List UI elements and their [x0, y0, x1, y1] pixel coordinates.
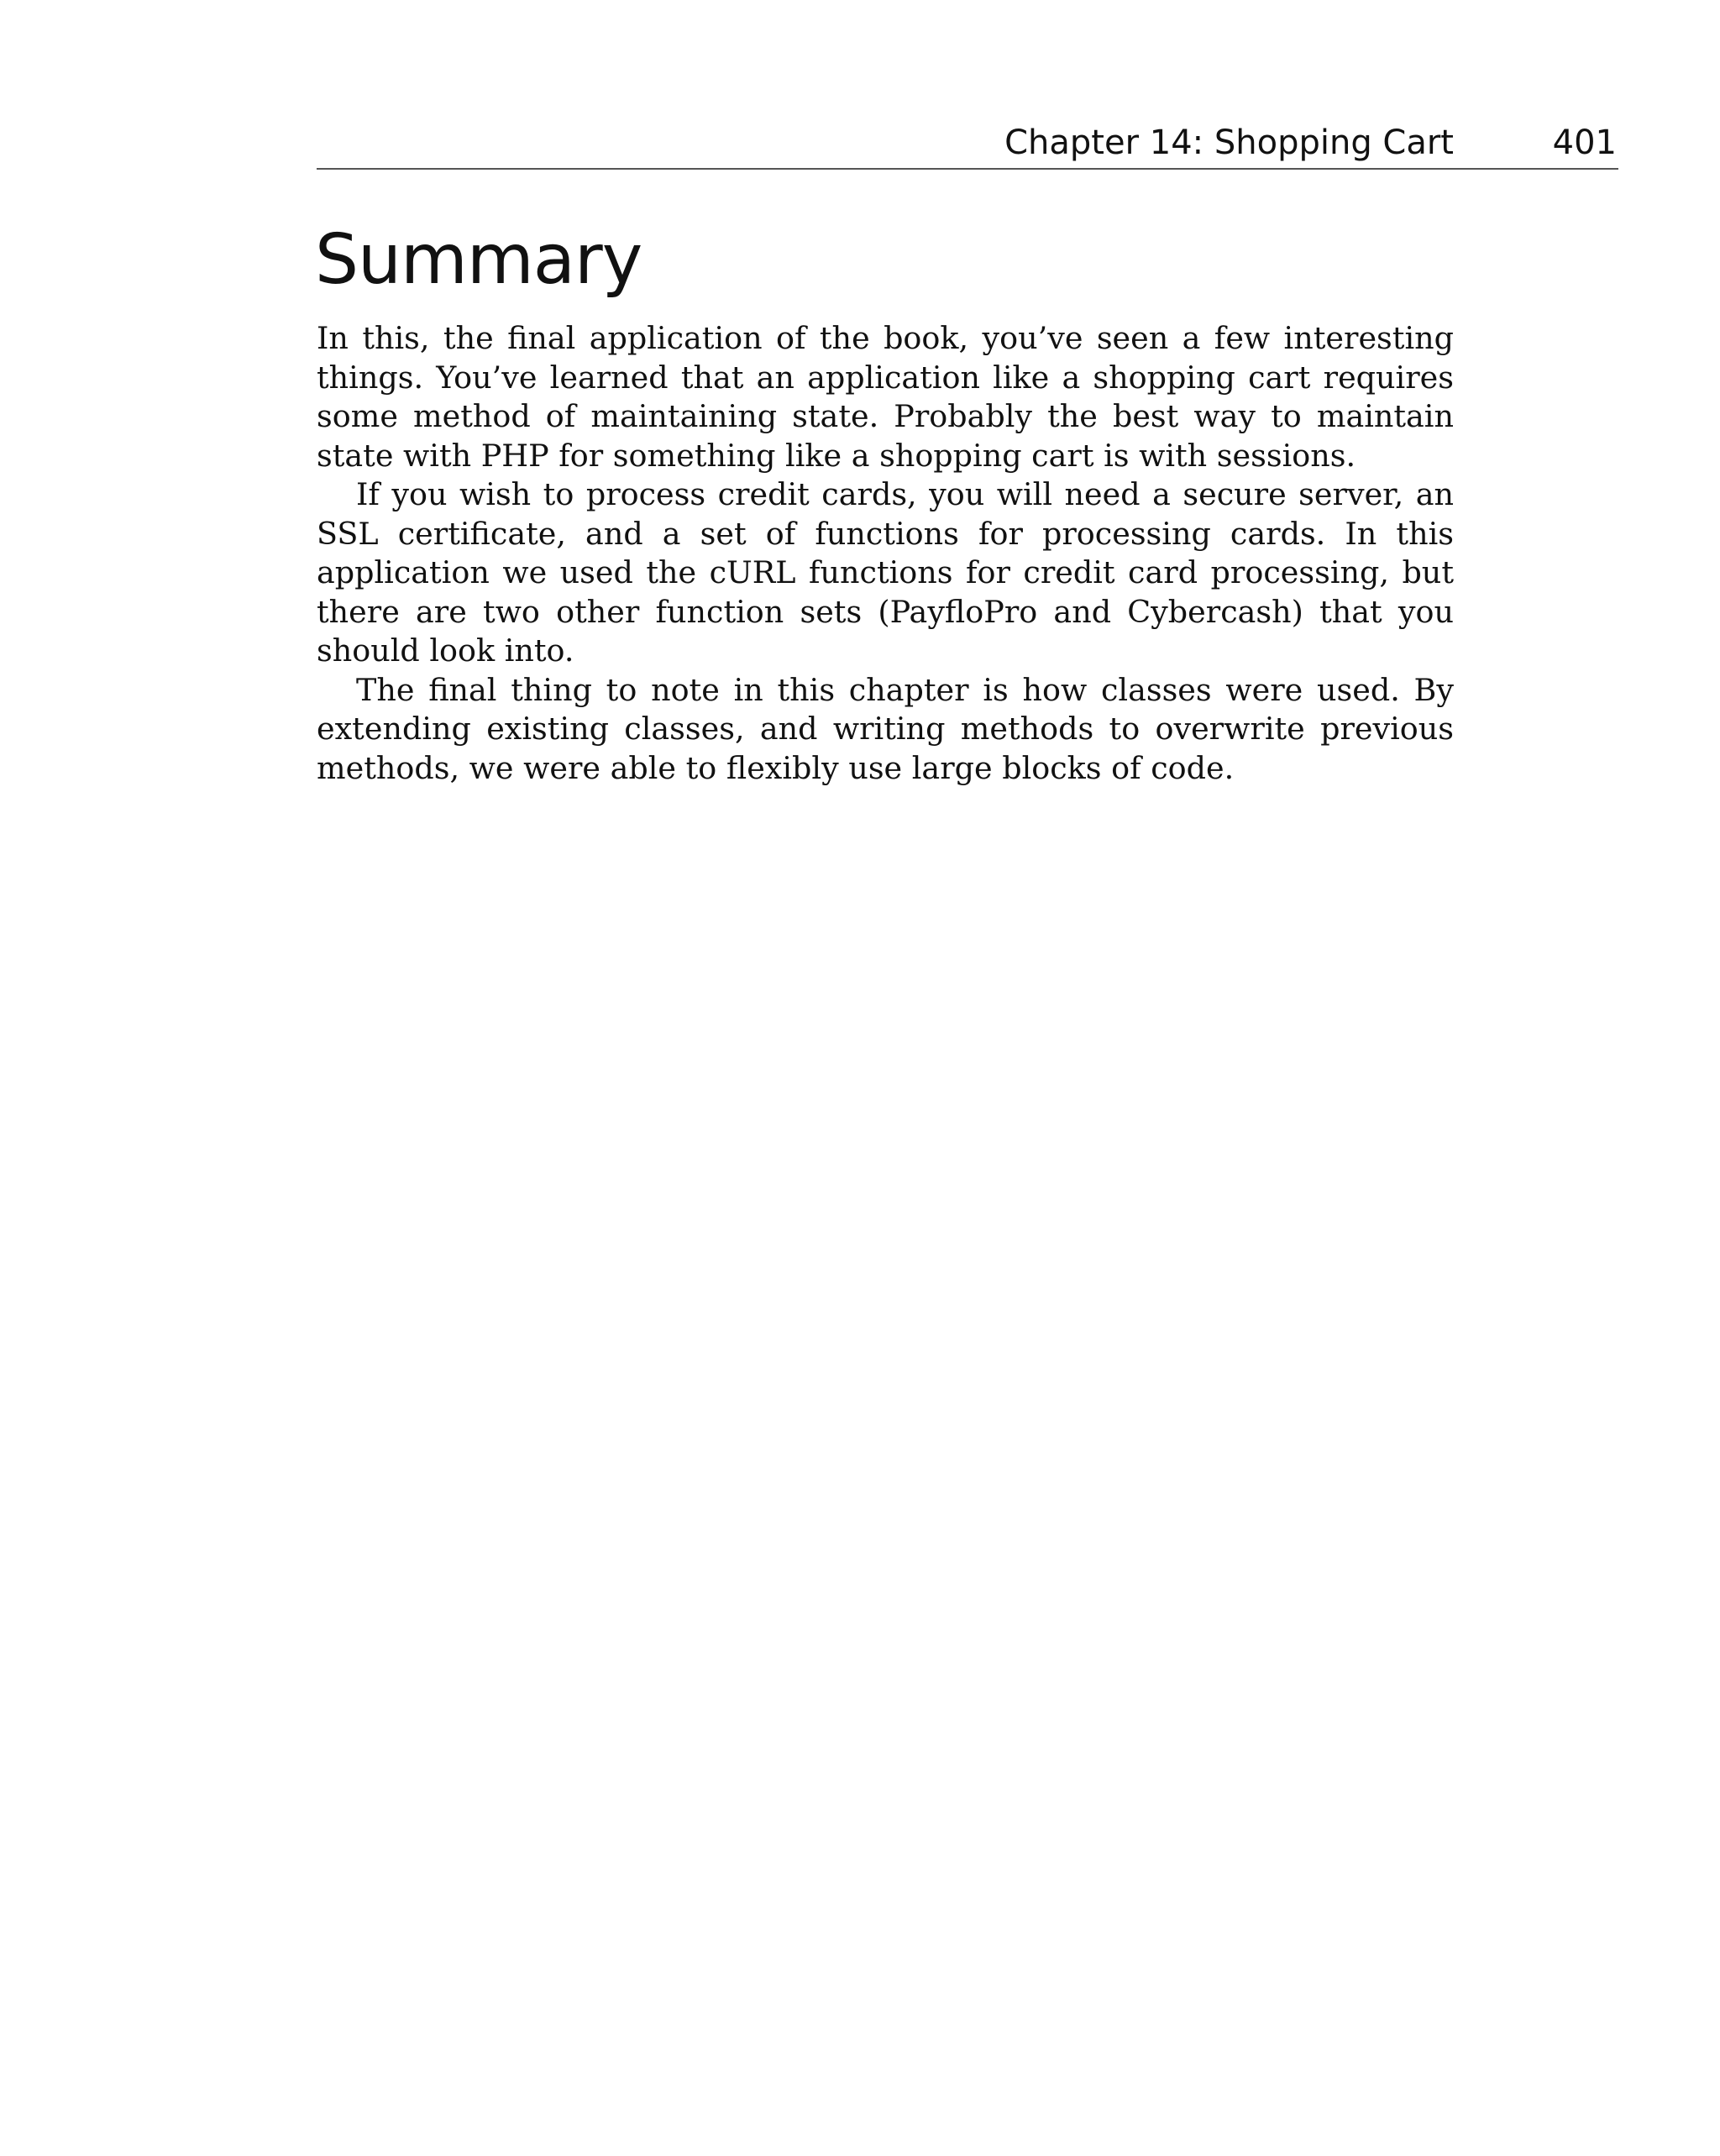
page-number: 401 — [1552, 123, 1617, 162]
chapter-title: Chapter 14: Shopping Cart — [1004, 123, 1454, 162]
running-header — [317, 118, 1618, 170]
body-text — [317, 319, 1454, 788]
paragraph: The final thing to note in this chapter is how classes were used. By extending existing classes, and writing methods to overwrite previous methods, we were able to flexibly use large blocks of code. — [317, 671, 1454, 786]
paragraph: In this, the final application of the book, you’ve seen a few interesting things. You’ve learned that an application like a shopping cart requires some method of maintaining state. Probably the best way to maintain state with PHP for something like a shopping cart is with sessions. — [317, 320, 1454, 474]
section-heading: Summary — [315, 220, 642, 300]
paragraph: If you wish to process credit cards, you will need a secure server, an SSL certificate, and a set of functions for processing cards. In this application we used the cURL functions for credit card processing, but there are two other function sets (PayfloPro and Cybercash) that you should look into. — [317, 476, 1454, 669]
